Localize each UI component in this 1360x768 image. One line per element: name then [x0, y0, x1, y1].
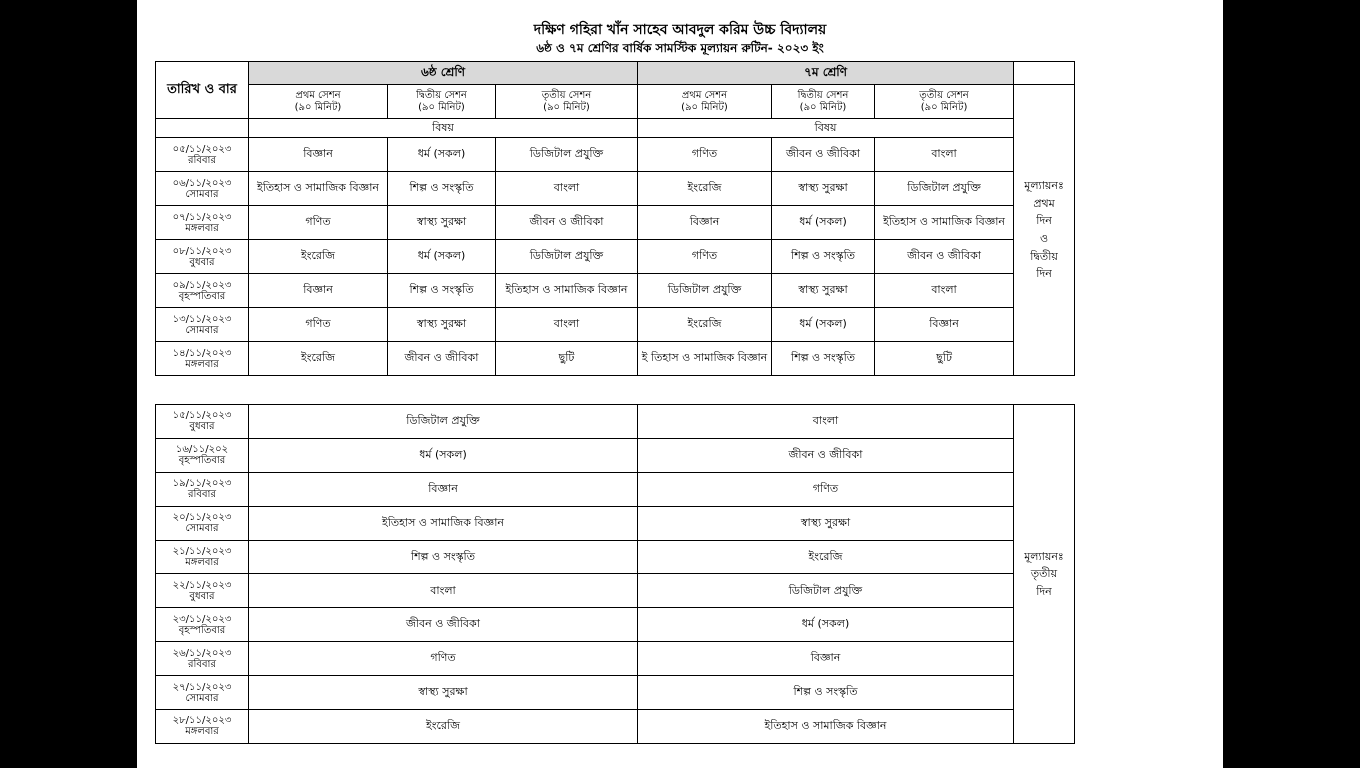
school-title: দক্ষিণ গহিরা খাঁন সাহেব আবদুল করিম উচ্চ বিদ্যালয়	[533, 22, 827, 38]
date-value: ১৩/১১/২০২৩	[172, 313, 232, 325]
table-row	[156, 540, 1075, 574]
grade7-subject-cell: ডিজিটাল প্রযুক্তি	[638, 574, 1014, 608]
table-row	[156, 506, 1075, 540]
session-duration: (৯০ মিনিট)	[294, 101, 342, 113]
table-row	[156, 172, 1075, 206]
subject-cell: ইংরেজি	[638, 172, 772, 206]
date-value: ২৬/১১/২০২৩	[172, 647, 232, 659]
subject-cell: ইংরেজি	[638, 308, 772, 342]
weekday-value: রবিবার	[188, 154, 216, 166]
assessment-note-line: দিন	[1036, 214, 1052, 228]
table-row	[156, 574, 1075, 608]
weekday-value: বৃহস্পতিবার	[178, 624, 226, 636]
subject-cell: ডিজিটাল প্রযুক্তি	[875, 172, 1014, 206]
date-cell	[156, 608, 249, 642]
assessment-note-line: দিন	[1036, 267, 1052, 281]
date-cell	[156, 274, 249, 308]
subject-cell: ডিজিটাল প্রযুক্তি	[496, 240, 638, 274]
subject-cell: ইতিহাস ও সামাজিক বিজ্ঞান	[496, 274, 638, 308]
date-cell	[156, 472, 249, 506]
table-row	[156, 472, 1075, 506]
subject-cell: বাংলা	[875, 274, 1014, 308]
subject-cell: বাংলা	[875, 138, 1014, 172]
date-cell	[156, 172, 249, 206]
grade7-subject-cell: ধর্ম (সকল)	[638, 608, 1014, 642]
subject-cell: ডিজিটাল প্রযুক্তি	[638, 274, 772, 308]
date-cell	[156, 138, 249, 172]
date-value: ০৬/১১/২০২৩	[172, 177, 232, 189]
date-cell	[156, 438, 249, 472]
subject-cell: ধর্ম (সকল)	[388, 240, 496, 274]
assessment-note-line: মূল্যায়নঃ	[1024, 179, 1064, 193]
weekday-value: মঙ্গলবার	[185, 358, 219, 370]
weekday-value: রবিবার	[188, 658, 216, 670]
session-header	[772, 85, 875, 119]
date-cell	[156, 240, 249, 274]
assessment-note-line: মূল্যায়নঃ	[1024, 549, 1064, 563]
session-name: প্রথম সেশন	[295, 90, 341, 101]
subject-cell: শিল্প ও সংস্কৃতি	[388, 274, 496, 308]
session-header	[875, 85, 1014, 119]
subject-cell: জীবন ও জীবিকা	[875, 240, 1014, 274]
weekday-value: সোমবার	[185, 692, 219, 704]
assessment-note-line: দিন	[1036, 584, 1052, 598]
assessment-note-line: দ্বিতীয়	[1030, 249, 1058, 263]
table-row	[156, 405, 1075, 439]
subject-cell: শিল্প ও সংস্কৃতি	[772, 240, 875, 274]
session-duration: (৯০ মিনিট)	[799, 101, 847, 113]
assessment-note-line: ও	[1039, 232, 1049, 245]
date-value: ২২/১১/২০২৩	[172, 579, 232, 591]
subject-cell: ই তিহাস ও সামাজিক বিজ্ঞান	[638, 342, 772, 376]
date-value: ০৯/১১/২০২৩	[172, 279, 232, 291]
grade7-subject-cell: ইংরেজি	[638, 540, 1014, 574]
grade7-subject-cell: ইতিহাস ও সামাজিক বিজ্ঞান	[638, 710, 1014, 744]
session-header	[496, 85, 638, 119]
table-row	[156, 138, 1075, 172]
date-value: ০৭/১১/২০২৩	[172, 211, 232, 223]
subject-cell: ধর্ম (সকল)	[388, 138, 496, 172]
subject-cell: স্বাস্থ্য সুরক্ষা	[772, 274, 875, 308]
subject-cell: বাংলা	[496, 308, 638, 342]
subject-cell: বিজ্ঞান	[638, 206, 772, 240]
grade6-subject-cell: জীবন ও জীবিকা	[249, 608, 638, 642]
weekday-value: মঙ্গলবার	[185, 222, 219, 234]
date-value: ২৭/১১/২০২৩	[172, 681, 232, 693]
session-duration: (৯০ মিনিট)	[418, 101, 465, 113]
grade7-subject-label: বিষয়	[638, 119, 1014, 138]
subject-cell: জীবন ও জীবিকা	[388, 342, 496, 376]
session-header	[638, 85, 772, 119]
subject-cell: ছুটি	[496, 342, 638, 376]
grade6-subject-cell: ধর্ম (সকল)	[249, 438, 638, 472]
grade6-subject-cell: বিজ্ঞান	[249, 472, 638, 506]
subject-cell: শিল্প ও সংস্কৃতি	[772, 342, 875, 376]
date-day-header: তারিখ ও বার	[156, 62, 249, 119]
session-name: তৃতীয় সেশন	[541, 90, 592, 101]
weekday-value: বৃহস্পতিবার	[178, 290, 226, 302]
date-cell	[156, 342, 249, 376]
table-row	[156, 676, 1075, 710]
subject-cell: গণিত	[249, 308, 388, 342]
grade6-subject-cell: শিল্প ও সংস্কৃতি	[249, 540, 638, 574]
subject-cell: বিজ্ঞান	[249, 138, 388, 172]
weekday-value: রবিবার	[188, 489, 216, 501]
table-row	[156, 642, 1075, 676]
grade7-subject-cell: গণিত	[638, 472, 1014, 506]
date-value: ১৬/১১/২০২	[175, 444, 229, 456]
session-duration: (৯০ মিনিট)	[920, 101, 968, 113]
grade6-subject-cell: ইতিহাস ও সামাজিক বিজ্ঞান	[249, 506, 638, 540]
session-duration: (৯০ মিনিট)	[681, 101, 728, 113]
weekday-value: মঙ্গলবার	[185, 726, 219, 738]
table-row	[156, 608, 1075, 642]
date-cell	[156, 710, 249, 744]
date-cell	[156, 642, 249, 676]
grade6-subject-label: বিষয়	[249, 119, 638, 138]
weekday-value: বুধবার	[189, 256, 215, 268]
session-name: দ্বিতীয় সেশন	[797, 90, 849, 101]
subject-cell: ডিজিটাল প্রযুক্তি	[496, 138, 638, 172]
date-value: ২০/১১/২০২৩	[172, 512, 232, 524]
weekday-value: বৃহস্পতিবার	[178, 455, 226, 467]
date-value: ১৫/১১/২০২৩	[172, 410, 232, 422]
grade6-subject-cell: ইংরেজি	[249, 710, 638, 744]
grade7-subject-cell: বাংলা	[638, 405, 1014, 439]
date-cell	[156, 308, 249, 342]
subject-cell: শিল্প ও সংস্কৃতি	[388, 172, 496, 206]
date-cell	[156, 405, 249, 439]
date-cell	[156, 506, 249, 540]
assessment-note-line: প্রথম	[1033, 196, 1055, 210]
assessment-note-line: তৃতীয়	[1030, 567, 1058, 581]
subject-cell: ইতিহাস ও সামাজিক বিজ্ঞান	[875, 206, 1014, 240]
grade7-subject-cell: স্বাস্থ্য সুরক্ষা	[638, 506, 1014, 540]
subject-cell: জীবন ও জীবিকা	[496, 206, 638, 240]
grade7-subject-cell: শিল্প ও সংস্কৃতি	[638, 676, 1014, 710]
grade7-subject-cell: বিজ্ঞান	[638, 642, 1014, 676]
table-row	[156, 308, 1075, 342]
session-name: তৃতীয় সেশন	[919, 90, 969, 101]
date-cell	[156, 676, 249, 710]
weekday-value: সোমবার	[185, 188, 219, 200]
grade6-header: ৬ষ্ঠ শ্রেণি	[249, 62, 638, 85]
table-row	[156, 206, 1075, 240]
routine-subtitle: ৬ষ্ঠ ও ৭ম শ্রেণির বার্ষিক সামস্টিক মূল্যায়ন রুটিন- ২০২৩ ইং	[536, 41, 824, 55]
subject-cell: বিজ্ঞান	[875, 308, 1014, 342]
date-value: ২৩/১১/২০২৩	[172, 613, 232, 625]
routine-table-third-day	[155, 404, 1075, 744]
grade6-subject-cell: ডিজিটাল প্রযুক্তি	[249, 405, 638, 439]
grade6-subject-cell: গণিত	[249, 642, 638, 676]
subject-cell: গণিত	[249, 206, 388, 240]
table-row	[156, 274, 1075, 308]
table-row	[156, 438, 1075, 472]
session-duration: (৯০ মিনিট)	[543, 101, 590, 113]
table-row	[156, 342, 1075, 376]
session-name: দ্বিতীয় সেশন	[416, 90, 467, 101]
document-page	[137, 0, 1223, 768]
grade6-subject-cell: বাংলা	[249, 574, 638, 608]
assessment-note-first-second-day	[1014, 85, 1075, 376]
subject-cell: স্বাস্থ্য সুরক্ষা	[772, 172, 875, 206]
weekday-value: সোমবার	[185, 523, 219, 535]
date-value: ১৯/১১/২০২৩	[172, 478, 232, 490]
subject-cell: ধর্ম (সকল)	[772, 308, 875, 342]
date-cell	[156, 540, 249, 574]
date-cell	[156, 206, 249, 240]
subject-cell: ইংরেজি	[249, 240, 388, 274]
subject-cell: ছুটি	[875, 342, 1014, 376]
weekday-value: বুধবার	[189, 590, 215, 602]
subject-cell: স্বাস্থ্য সুরক্ষা	[388, 206, 496, 240]
subject-cell: ইংরেজি	[249, 342, 388, 376]
date-value: ১৪/১১/২০২৩	[172, 347, 232, 359]
session-header	[388, 85, 496, 119]
subject-cell: জীবন ও জীবিকা	[772, 138, 875, 172]
weekday-value: সোমবার	[185, 324, 219, 336]
grade7-header: ৭ম শ্রেণি	[638, 62, 1014, 85]
weekday-value: বুধবার	[189, 421, 215, 433]
subject-cell: ধর্ম (সকল)	[772, 206, 875, 240]
subject-cell: স্বাস্থ্য সুরক্ষা	[388, 308, 496, 342]
date-cell	[156, 574, 249, 608]
date-value: ০৮/১১/২০২৩	[172, 245, 232, 257]
date-value: ০৫/১১/২০২৩	[172, 143, 232, 155]
assessment-note-third-day	[1014, 405, 1075, 744]
session-header	[249, 85, 388, 119]
subject-cell: বিজ্ঞান	[249, 274, 388, 308]
date-value: ২১/১১/২০২৩	[172, 546, 232, 557]
grade6-subject-cell: স্বাস্থ্য সুরক্ষা	[249, 676, 638, 710]
table-row	[156, 240, 1075, 274]
session-name: প্রথম সেশন	[681, 90, 728, 101]
date-value: ২৮/১১/২০২৩	[172, 715, 232, 727]
subject-cell: গণিত	[638, 240, 772, 274]
table-row	[156, 710, 1075, 744]
grade7-subject-cell: জীবন ও জীবিকা	[638, 438, 1014, 472]
subject-cell: গণিত	[638, 138, 772, 172]
routine-table-first-second-day	[155, 61, 1075, 376]
weekday-value: মঙ্গলবার	[185, 557, 219, 568]
subject-cell: ইতিহাস ও সামাজিক বিজ্ঞান	[249, 172, 388, 206]
subject-cell: বাংলা	[496, 172, 638, 206]
